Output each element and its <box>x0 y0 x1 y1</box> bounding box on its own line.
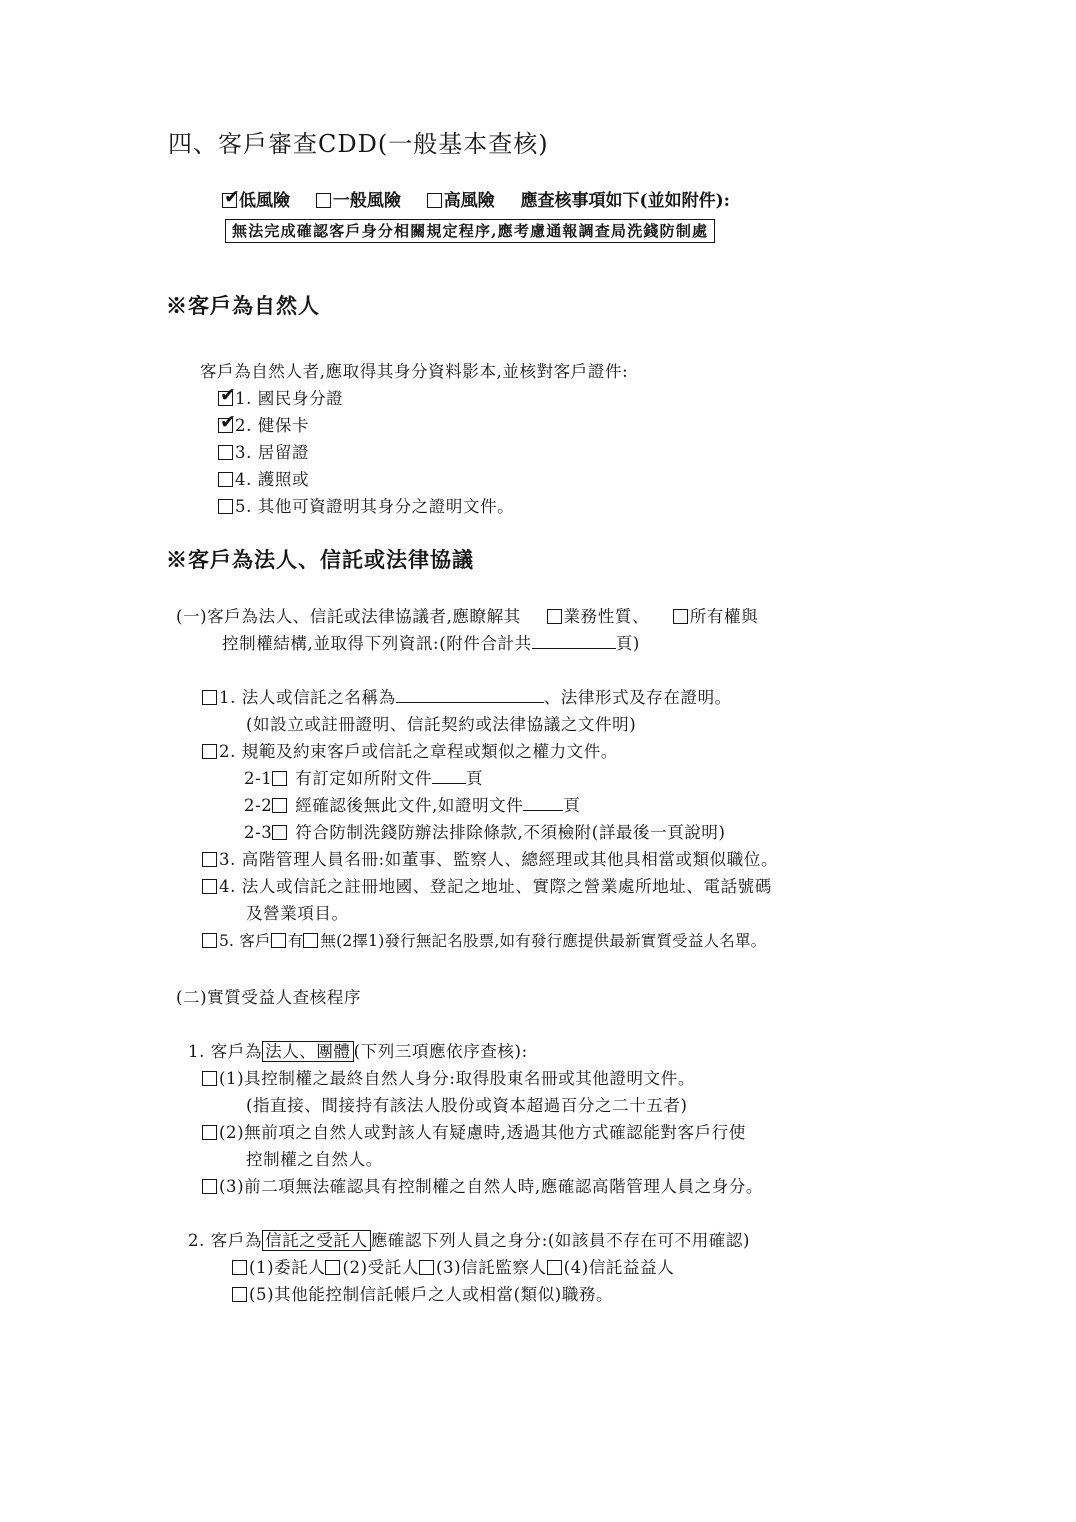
legal-item-5 <box>202 929 766 951</box>
beneficial-1-suffix: (下列三項應依序查核): <box>353 1042 528 1061</box>
passport-item <box>218 466 309 490</box>
settlor-label: (1)委託人 <box>249 1258 326 1277</box>
beneficial-item-2 <box>188 1227 750 1251</box>
senior-management-checkbox[interactable] <box>202 1179 217 1194</box>
risk-instruction: 應查核事項如下(並如附件): <box>520 191 730 211</box>
beneficial-item-1-3 <box>202 1173 763 1197</box>
id-card-item <box>218 385 343 409</box>
residence-permit-checkbox[interactable] <box>218 445 233 460</box>
other-document-label: 5. 其他可資證明其身分之證明文件。 <box>235 497 515 516</box>
registration-text: 4. 法人或信託之註冊地國、登記之地址、實際之營業處所地址、電話號碼 <box>219 877 772 896</box>
other-means-text: (2)無前項之自然人或對該人有疑慮時,透過其他方式確認能對客戶行使 <box>219 1123 746 1142</box>
business-nature-label: 業務性質、 <box>563 607 650 626</box>
settlor-checkbox[interactable] <box>232 1260 247 1275</box>
trust-other-checkbox[interactable] <box>232 1287 247 1302</box>
trust-beneficiary-label: (4)信託益益人 <box>563 1258 675 1277</box>
legal-item-4-cont: 及營業項目。 <box>246 904 349 923</box>
legal-entity-heading: ※客戶為法人、信託或法律協議 <box>166 547 474 572</box>
bearer-yes-label: 有 <box>287 932 304 950</box>
ultimate-person-checkbox[interactable] <box>202 1071 217 1086</box>
notice-box: 無法完成確認客戶身分相關規定程序,應考慮通報調查局洗錢防制處 <box>225 219 715 243</box>
trust-roles-row <box>232 1254 674 1278</box>
risk-level-row <box>222 186 730 211</box>
item-2-2-blank[interactable] <box>523 796 563 811</box>
legal-part1-line2 <box>222 630 640 654</box>
trust-supervisor-label: (3)信託監察人 <box>435 1258 547 1277</box>
other-document-checkbox[interactable] <box>218 499 233 514</box>
attachment-count-text: 控制權結構,並取得下列資訊:(附件合計共 <box>222 634 532 653</box>
ultimate-person-text: (1)具控制權之最終自然人身分:取得股東名冊或其他證明文件。 <box>219 1069 695 1088</box>
item-2-2-text: 經確認後無此文件,如證明文件 <box>295 796 524 815</box>
residence-permit-item <box>218 439 309 463</box>
management-list-checkbox[interactable] <box>202 852 217 867</box>
residence-permit-label: 3. 居留證 <box>235 443 310 462</box>
bearer-shares-text: 5. 客戶 <box>219 932 271 950</box>
ownership-label: 所有權與 <box>689 607 759 626</box>
normal-risk-label: 一般風險 <box>332 191 401 211</box>
beneficial-1-prefix: 1. 客戶為 <box>188 1042 263 1061</box>
other-means-checkbox[interactable] <box>202 1125 217 1140</box>
legal-item-2-2 <box>244 792 581 816</box>
low-risk-label: 低風險 <box>239 191 290 211</box>
trustee-checkbox[interactable] <box>325 1260 340 1275</box>
item-2-1-number: 2-1 <box>244 769 273 788</box>
legal-item-3 <box>202 846 778 870</box>
item-2-2-number: 2-2 <box>244 796 273 815</box>
beneficial-2-prefix: 2. 客戶為 <box>188 1231 263 1250</box>
trust-other-row <box>232 1281 613 1305</box>
item-2-3-checkbox[interactable] <box>272 825 287 840</box>
item-2-1-checkbox[interactable] <box>272 771 287 786</box>
legal-item-2-1 <box>244 765 483 789</box>
health-card-label: 2. 健保卡 <box>235 416 310 435</box>
legal-part1-line1 <box>176 603 758 627</box>
beneficial-item-1-1-note: (指直接、間接持有該法人股份或資本超過百分之二十五者) <box>246 1096 688 1115</box>
beneficial-item-1-2-cont: 控制權之自然人。 <box>246 1150 383 1169</box>
health-card-item <box>218 412 309 436</box>
natural-person-intro: 客戶為自然人者,應取得其身分資料影本,並核對客戶證件: <box>200 362 629 381</box>
beneficial-owner-heading: (二)實質受益人查核程序 <box>176 988 362 1007</box>
senior-management-text: (3)前二項無法確認具有控制權之自然人時,應確認高階管理人員之身分。 <box>219 1177 764 1196</box>
bearer-shares-checkbox[interactable] <box>202 933 217 948</box>
item-2-2-checkbox[interactable] <box>272 798 287 813</box>
legal-item-2 <box>202 738 618 762</box>
legal-name-blank[interactable] <box>396 688 544 703</box>
trustee-box: 信託之受託人 <box>262 1230 371 1251</box>
other-document-item <box>218 493 514 517</box>
natural-person-heading: ※客戶為自然人 <box>166 293 320 318</box>
passport-label: 4. 護照或 <box>235 470 310 489</box>
charter-checkbox[interactable] <box>202 744 217 759</box>
legal-item-4 <box>202 873 772 897</box>
id-card-checkbox[interactable] <box>218 391 233 406</box>
legal-name-checkbox[interactable] <box>202 690 217 705</box>
legal-item-1 <box>202 684 732 708</box>
passport-checkbox[interactable] <box>218 472 233 487</box>
low-risk-checkbox[interactable] <box>222 193 237 208</box>
trustee-label: (2)受託人 <box>342 1258 419 1277</box>
trust-other-label: (5)其他能控制信託帳戶之人或相當(類似)職務。 <box>249 1285 614 1304</box>
item-2-1-suffix: 頁 <box>466 769 484 788</box>
item-2-1-blank[interactable] <box>432 769 466 784</box>
item-2-2-suffix: 頁 <box>563 796 581 815</box>
attachment-pages-suffix: 頁) <box>615 634 640 653</box>
bearer-no-checkbox[interactable] <box>303 933 318 948</box>
high-risk-label: 高風險 <box>443 191 495 211</box>
charter-text: 2. 規範及約束客戶或信託之章程或類似之權力文件。 <box>219 742 618 761</box>
item-2-1-text: 有訂定如所附文件 <box>295 769 433 788</box>
legal-entity-group-box: 法人、團體 <box>262 1041 354 1062</box>
trust-beneficiary-checkbox[interactable] <box>547 1260 562 1275</box>
legal-item-1-note: (如設立或註冊證明、信託契約或法律協議之文件明) <box>246 715 637 734</box>
beneficial-item-1 <box>188 1038 528 1062</box>
legal-form-text: 、法律形式及存在證明。 <box>543 688 732 707</box>
page-title: 四、客戶審查CDD(一般基本查核) <box>168 130 549 158</box>
health-card-checkbox[interactable] <box>218 418 233 433</box>
legal-item-2-3 <box>244 819 726 843</box>
high-risk-checkbox[interactable] <box>427 193 442 208</box>
registration-checkbox[interactable] <box>202 879 217 894</box>
item-2-3-text: 符合防制洗錢防辦法排除條款,不須檢附(詳最後一頁說明) <box>295 823 726 842</box>
management-list-text: 3. 高階管理人員名冊:如董事、監察人、總經理或其他具相當或類似職位。 <box>219 850 779 869</box>
trust-supervisor-checkbox[interactable] <box>419 1260 434 1275</box>
bearer-yes-checkbox[interactable] <box>271 933 286 948</box>
beneficial-item-1-1 <box>202 1065 695 1089</box>
attachment-pages-blank[interactable] <box>532 634 616 649</box>
legal-part1-text: (一)客戶為法人、信託或法律協議者,應瞭解其 <box>176 607 521 626</box>
legal-name-text: 1. 法人或信託之名稱為 <box>219 688 396 707</box>
business-nature-checkbox[interactable] <box>547 609 562 624</box>
bearer-no-text: 無(2擇1)發行無記名股票,如有發行應提供最新實質受益人名單。 <box>320 932 767 950</box>
item-2-3-number: 2-3 <box>244 823 273 842</box>
beneficial-item-1-2 <box>202 1119 746 1143</box>
beneficial-2-suffix: 應確認下列人員之身分:(如該員不存在可不用確認) <box>370 1231 751 1250</box>
ownership-checkbox[interactable] <box>673 609 688 624</box>
normal-risk-checkbox[interactable] <box>316 193 331 208</box>
id-card-label: 1. 國民身分證 <box>235 389 344 408</box>
